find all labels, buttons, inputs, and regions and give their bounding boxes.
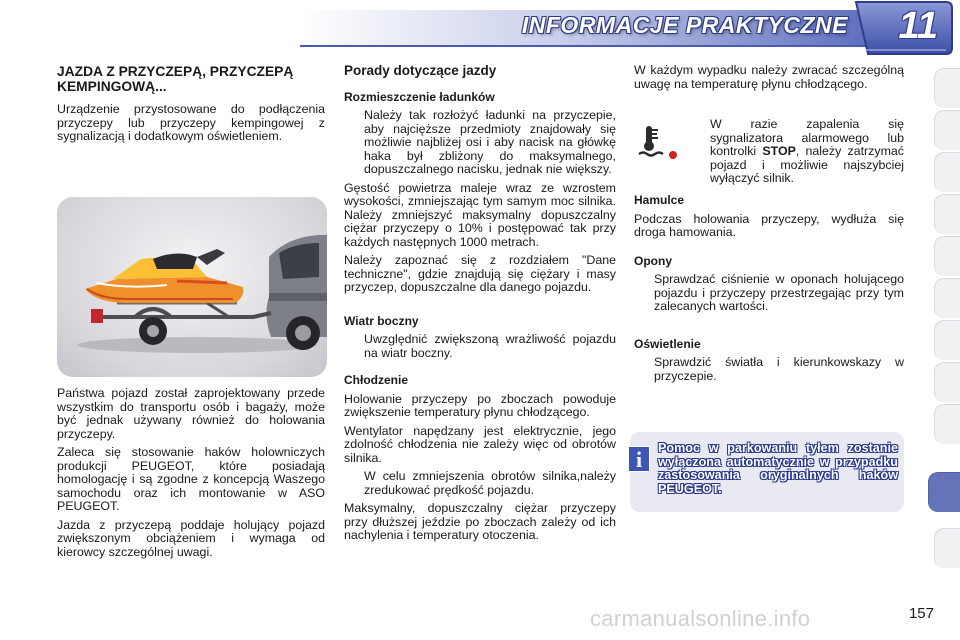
heading-crosswind: Wiatr boczny [344, 313, 419, 328]
heading-brakes: Hamulce [634, 193, 685, 207]
paragraph-cooling-fan: Wentylator napędzany jest elektrycznie, jego zdolność chłodzenia nie zależy więc od obrotów silnika. [344, 423, 616, 465]
paragraph-cooling-temperature: Holowanie przyczepy po zboczach powoduje zwiększenie temperatury płynu chłodzącego. [344, 391, 616, 419]
section-title-driving-tips: Porady dotyczące jazdy [344, 63, 497, 78]
bullet-lights: Sprawdzić światła i kierunkowskazy w przyczepie. [634, 356, 904, 383]
chapter-tab[interactable] [934, 404, 960, 444]
chapter-tab[interactable] [934, 528, 960, 568]
middle-column [344, 64, 616, 548]
jetski-trailer-drawing [57, 197, 327, 377]
finger-point-icon [344, 333, 364, 360]
chapter-tab[interactable] [934, 320, 960, 360]
info-text: Pomoc w parkowaniu tyłem zostanie wyłączona automatycznie w przypadku zastosowania oryginalnych haków PEUGEOT. [658, 441, 898, 496]
finger-point-icon [634, 273, 654, 314]
finger-point-icon [634, 356, 654, 383]
trailer-illustration [57, 197, 327, 377]
watermark: carmanualsonline.info [590, 606, 811, 631]
chapter-tab[interactable] [934, 362, 960, 402]
chapter-tab[interactable] [934, 152, 960, 192]
chapter-tab[interactable] [934, 68, 960, 108]
warning-bullet-wrap [690, 118, 904, 191]
paragraph-tow-hooks: Zaleca się stosowanie haków holowniczych produkcji PEUGEOT, które posiadają homologację i są zgodne z koncepcją Waszego samochodu oraz ich montowanie w ASO PEUGEOT. [57, 445, 325, 513]
finger-point-icon [344, 109, 364, 177]
chapter-tab[interactable] [934, 194, 960, 234]
chapter-tab[interactable] [934, 110, 960, 150]
info-icon: i [628, 446, 650, 472]
chapter-tab[interactable] [934, 236, 960, 276]
heading-load-distribution: Rozmieszczenie ładunków [344, 89, 495, 104]
finger-point-icon [344, 470, 364, 497]
left-column [57, 64, 325, 149]
paragraph-driver-attention: Jazda z przyczepą poddaje holujący pojazd zwiększonym obciążeniem i wymaga od kierowcy szczególnej uwagi. [57, 517, 325, 559]
heading-cooling: Chłodzenie [344, 373, 409, 387]
paragraph-technical-data-ref: Należy zapoznać się z rozdziałem "Dane techniczne", gdzie znajdują się ciężary i masy przyczep, dopuszczalne dla danego pojazdu. [344, 253, 616, 294]
left-column-bottom [57, 387, 325, 564]
chapter-title: INFORMACJE PRAKTYCZNE [521, 12, 848, 38]
stop-label: STOP [762, 144, 796, 158]
chapter-tabs [934, 68, 960, 588]
chapter-number: 11 [898, 5, 938, 47]
bullet-cooling-speed: W celu zmniejszenia obrotów silnika,należy zredukować prędkość pojazdu. [344, 470, 616, 497]
paragraph-vehicle-purpose: Państwa pojazd został zaprojektowany przede wszystkim do transportu osób i bagaży, może być jednak używany również do holowania przyczepy. [57, 386, 325, 441]
section-title-towing: JAZDA Z PRZYCZEPĄ, PRZYCZEPĄ KEMPINGOWĄ... [57, 64, 294, 94]
paragraph-max-trailer-weight: Maksymalny, dopuszczalny ciężar przyczepy przy dłuższej jeździe po zboczach zależy od ich nachylenia i temperatury otoczenia. [344, 501, 616, 542]
chapter-tab[interactable] [934, 278, 960, 318]
chapter-tab-active[interactable] [928, 472, 960, 512]
intro-paragraph: Urządzenie przystosowane do podłączenia przyczepy lub przyczepy kempingowej z sygnalizacją i dodatkowym oświetleniem. [57, 102, 325, 143]
bullet-tyres: Sprawdzać ciśnienie w oponach holującego pojazdu i przyczepy przestrzegając przy tym zalecanych wartości. [634, 273, 904, 314]
right-column [634, 64, 904, 96]
heading-tyres: Opony [634, 253, 672, 268]
paragraph-air-density: Gęstość powietrza maleje wraz ze wzrostem wysokości, zmniejszając tym samym moc silnika. Należy zmniejszyć maksymalny dopuszczalny ciężar przyczepy o 10% i postępować tak przy każdych następnych 1000 metrach. [344, 180, 616, 249]
paragraph-coolant-attention: W każdym wypadku należy zwracać szczególną uwagę na temperaturę płynu chłodzącego. [634, 63, 904, 91]
heading-lights: Oświetlenie [634, 336, 701, 351]
page-header [0, 0, 960, 56]
coolant-temperature-warning-icon [638, 122, 680, 164]
bullet-load-distribution: Należy tak rozłożyć ładunki na przyczepie, aby najcięższe przedmioty znajdowały się możliwie najbliżej osi i aby nacisk na główkę haka był zbliżony do maksymalnego, dopuszczalnego nacisku, jednak nie większy. [344, 109, 616, 177]
bullet-warning-stop: W razie zapalenia się sygnalizatora alarmowego lub kontrolki STOP, należy zatrzymać pojazd i możliwie najszybciej wyłączyć silnik. [690, 118, 904, 186]
bullet-crosswind: Uwzględnić zwiększoną wrażliwość pojazdu na wiatr boczny. [344, 333, 616, 360]
right-column-lower [634, 194, 904, 388]
finger-point-icon [690, 118, 710, 186]
paragraph-brakes: Podczas holowania przyczepy, wydłuża się droga hamowania. [634, 211, 904, 239]
page-number: 157 [908, 605, 934, 622]
